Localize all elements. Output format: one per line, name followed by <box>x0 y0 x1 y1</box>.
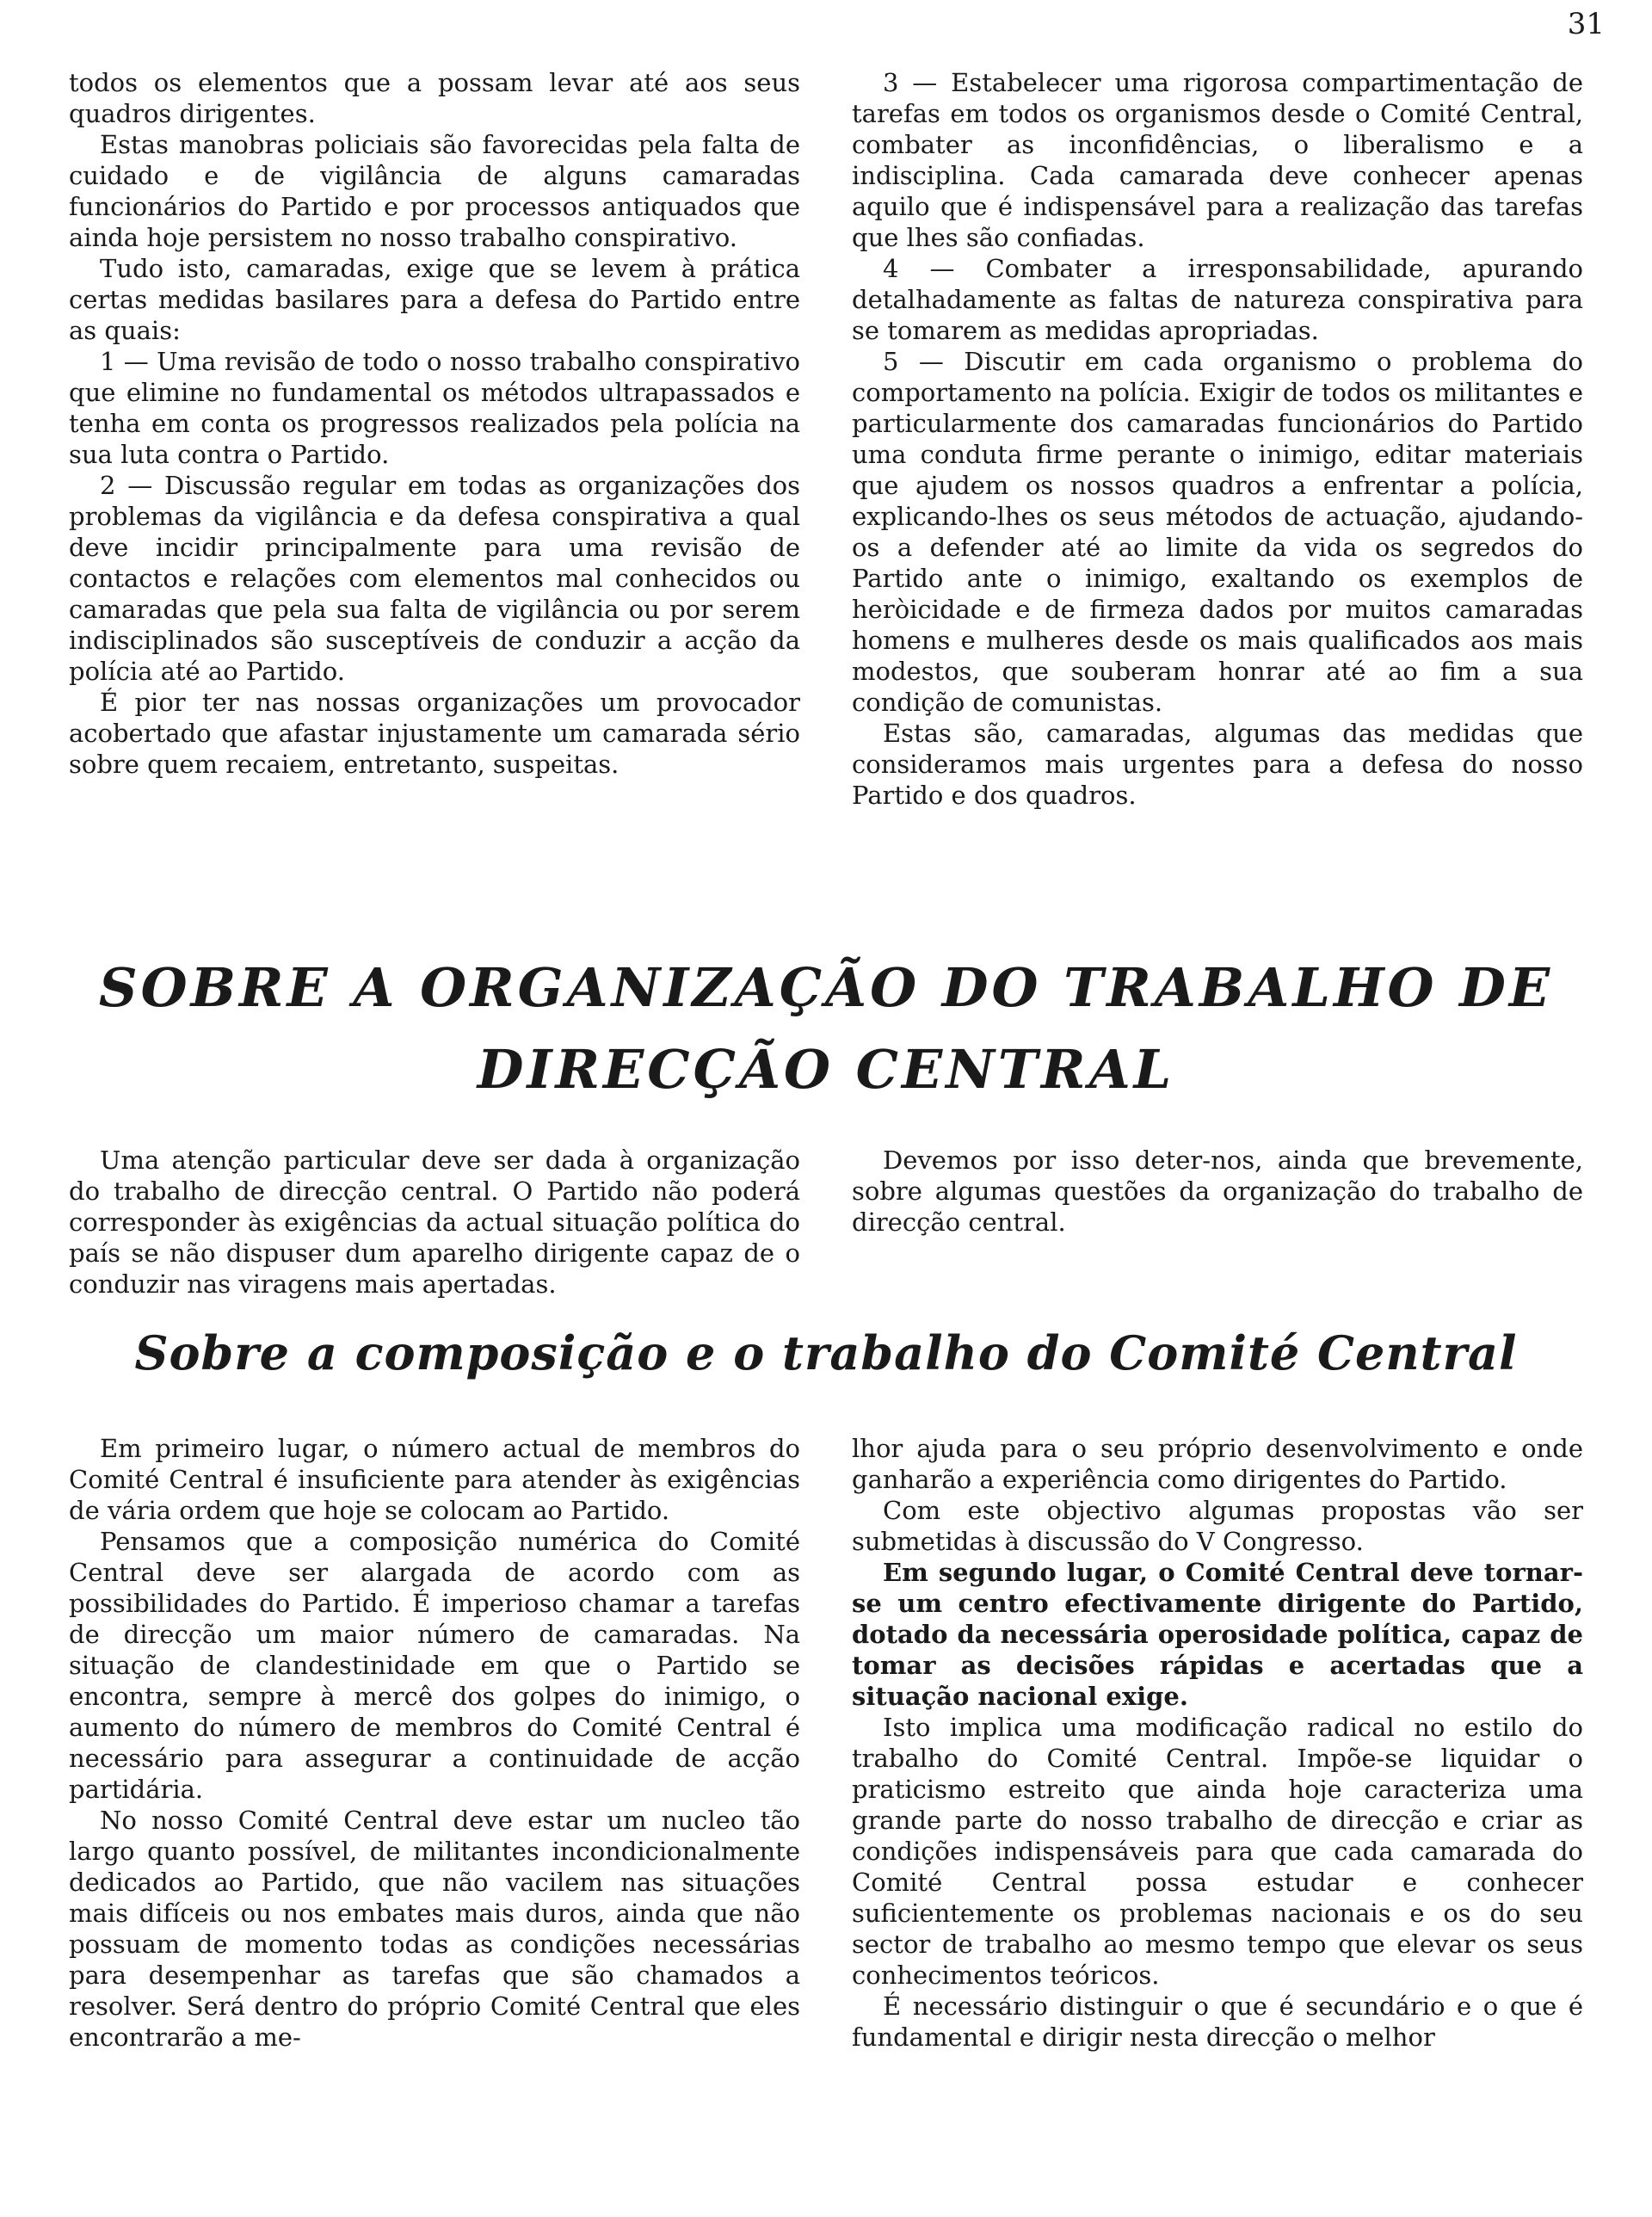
paragraph: Em primeiro lugar, o número actual de membros do Comité Central é insuficiente para atender às exigências de vária ordem que hoje se colocam ao Partido. <box>69 1434 800 1525</box>
paragraph-bold: Em segundo lugar, o Comité Central deve tornar-se um centro efectivamente dirigente do Partido, dotado da necessária operosidade política, capaz de tomar as decisões rápidas e acertadas que a situação nacional exige. <box>852 1558 1583 1711</box>
section-heading: DIRECÇÃO CENTRAL <box>477 1038 1175 1101</box>
list-item: 4 — Combater a irresponsabilidade, apurando detalhadamente as faltas de natureza conspirativa para se tomarem as medidas apropriadas. <box>852 254 1583 345</box>
section-central-committee <box>69 1433 1583 2053</box>
paragraph: É necessário distinguir o que é secundário e o que é fundamental e dirigir nesta direcção o melhor <box>852 1992 1583 2052</box>
subsection-heading: Sobre a composição e o trabalho do Comité Central <box>134 1325 1518 1380</box>
right-column <box>852 1433 1583 2053</box>
paragraph: Estas são, camaradas, algumas das medidas que consideramos mais urgentes para a defesa do nosso Partido e dos quadros. <box>852 719 1583 810</box>
left-column <box>69 1145 800 1300</box>
list-item: 2 — Discussão regular em todas as organizações dos problemas da vigilância e da defesa conspirativa a qual deve incidir principalmente para uma revisão de contactos e relações com elementos mal conhecidos ou camaradas que pela sua falta de vigilância ou por serem indisciplinados são susceptíveis de conduzir a acção da polícia até ao Partido. <box>69 471 800 686</box>
list-item: 1 — Uma revisão de todo o nosso trabalho conspirativo que elimine no fundamental os métodos ultrapassados e tenha em conta os progressos realizados pela polícia na sua luta contra o Partido. <box>69 347 800 469</box>
paragraph: Devemos por isso deter-nos, ainda que brevemente, sobre algumas questões da organização do trabalho de direcção central. <box>852 1146 1583 1237</box>
paragraph: lhor ajuda para o seu próprio desenvolvimento e onde ganharão a experiência como dirigentes do Partido. <box>852 1434 1583 1494</box>
section-defence-measures <box>69 67 1583 811</box>
paragraph: É pior ter nas nossas organizações um provocador acobertado que afastar injustamente um camarada sério sobre quem recaiem, entretanto, suspeitas. <box>69 688 800 779</box>
paragraph: Isto implica uma modificação radical no estilo do trabalho do Comité Central. Impõe-se liquidar o praticismo estreito que ainda hoje caracteriza uma grande parte do nosso trabalho de direcção e criar as condições indispensáveis para que cada camarada do Comité Central possa estudar e conhecer suficientemente os problemas nacionais e os do seu sector de trabalho ao mesmo tempo que elevar os seus conhecimentos teóricos. <box>852 1713 1583 1990</box>
list-item: 5 — Discutir em cada organismo o problema do comportamento na polícia. Exigir de todos os militantes e particularmente dos camaradas funcionários do Partido uma conduta firme perante o inimigo, editar materiais que ajudem os nossos quadros a enfrentar a polícia, explicando-lhes os seus métodos de actuação, ajudando-os a defender até ao limite da vida os segredos do Partido ante o inimigo, exaltando os exemplos de heròicidade e de firmeza dados por muitos camaradas homens e mulheres desde os mais qualificados aos mais modestos, que souberam honrar até ao fim a sua condição de comunistas. <box>852 347 1583 717</box>
right-column <box>852 1145 1583 1300</box>
section-heading: SOBRE A ORGANIZAÇÃO DO TRABALHO DE <box>98 956 1554 1019</box>
paragraph: Pensamos que a composição numérica do Comité Central deve ser alargada de acordo com as possibilidades do Partido. É imperioso chamar a tarefas de direcção um maior número de camaradas. Na situação de clandestinidade em que o Partido se encontra, sempre à mercê dos golpes do inimigo, o aumento do número de membros do Comité Central é necessário para assegurar a continuidade de acção partidária. <box>69 1527 800 1804</box>
right-column <box>852 67 1583 811</box>
section-central-direction <box>69 1145 1583 1300</box>
paragraph: Uma atenção particular deve ser dada à organização do trabalho de direcção central. O Partido não poderá corresponder às exigências da actual situação política do país se não dispuser dum aparelho dirigente capaz de o conduzir nas viragens mais apertadas. <box>69 1146 800 1299</box>
list-item: 3 — Estabelecer uma rigorosa compartimentação de tarefas em todos os organismos desde o Comité Central, combater as inconfidências, o liberalismo e a indisciplina. Cada camarada deve conhecer apenas aquilo que é indispensável para a realização das tarefas que lhes são confiadas. <box>852 68 1583 252</box>
left-column <box>69 1433 800 2053</box>
paragraph: Com este objectivo algumas propostas vão ser submetidas à discussão do V Congresso. <box>852 1496 1583 1556</box>
paragraph: Estas manobras policiais são favorecidas pela falta de cuidado e de vigilância de alguns camaradas funcionários do Partido e por processos antiquados que ainda hoje persistem no nosso trabalho conspirativo. <box>69 130 800 252</box>
page-number: 31 <box>1567 7 1605 41</box>
left-column <box>69 67 800 811</box>
paragraph: todos os elementos que a possam levar até aos seus quadros dirigentes. <box>69 68 800 128</box>
paragraph: No nosso Comité Central deve estar um nucleo tão largo quanto possível, de militantes incondicionalmente dedicados ao Partido, que não vacilem nas situações mais difíceis ou nos embates mais duros, ainda que não possuam de momento todas as condições necessárias para desempenhar as tarefas que são chamados a resolver. Será dentro do próprio Comité Central que eles encontrarão a me- <box>69 1806 800 2052</box>
paragraph: Tudo isto, camaradas, exige que se levem à prática certas medidas basilares para a defesa do Partido entre as quais: <box>69 254 800 345</box>
